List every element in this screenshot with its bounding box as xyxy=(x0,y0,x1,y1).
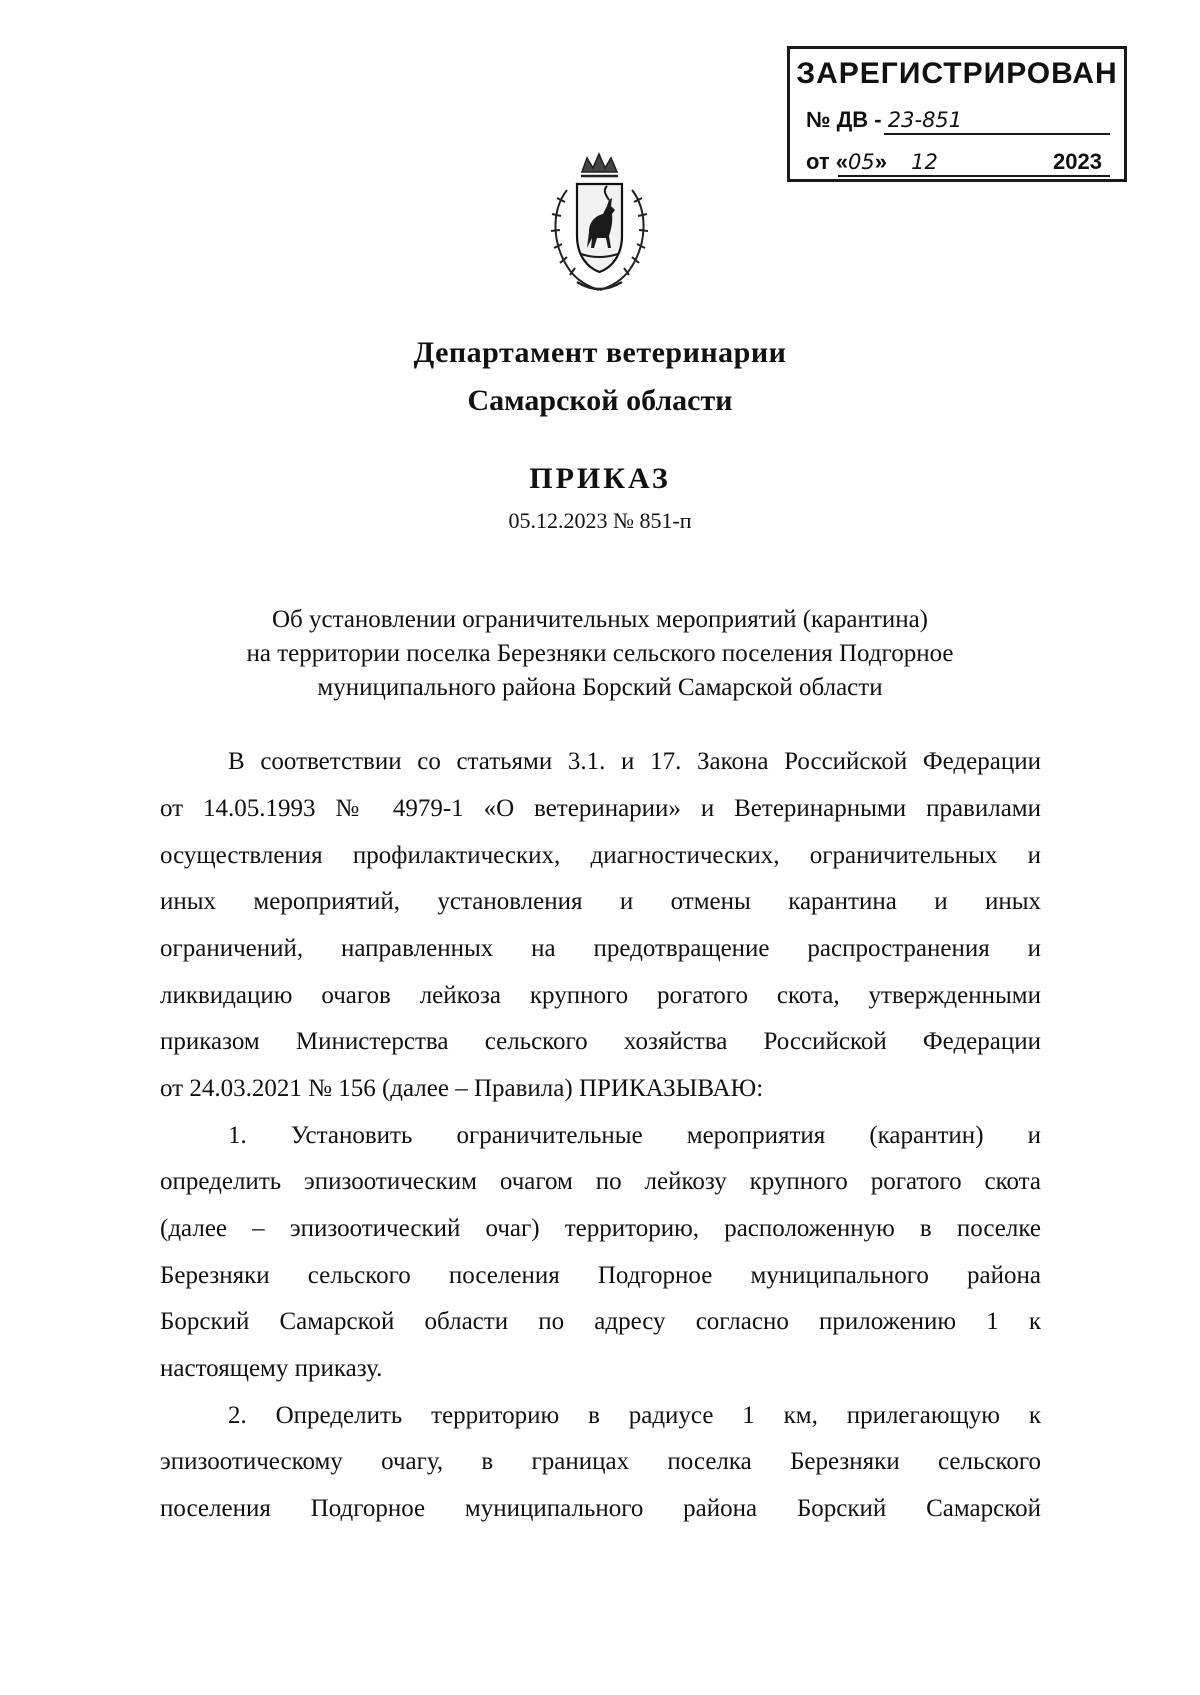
body-line: Борский Самарской области по адресу согласно приложению 1 к xyxy=(160,1308,1041,1335)
body-line: от 14.05.1993 № 4979-1 «О ветеринарии» и Ветеринарными правилами xyxy=(160,795,1041,822)
body-line: осуществления профилактических, диагностических, ограничительных и xyxy=(160,842,1041,869)
body-line: настоящему приказу. xyxy=(160,1355,383,1382)
stamp-number-value: 23-851 xyxy=(887,108,963,132)
department-name: Департамент ветеринарии xyxy=(413,336,787,369)
stamp-date-day: 05 xyxy=(848,150,875,174)
subject-line: на территории поселка Березняки сельского поселения Подгорное xyxy=(246,640,954,667)
stamp-date-label: от « xyxy=(806,149,849,174)
subject-line: муниципального района Борский Самарской области xyxy=(317,674,883,701)
stamp-number-label: № ДВ - xyxy=(806,107,882,132)
stamp-title: ЗАРЕГИСТРИРОВАН xyxy=(796,57,1118,90)
stamp-number-underline xyxy=(884,133,1110,135)
body-line: (далее – эпизоотический очаг) территорию, расположенную в поселке xyxy=(160,1215,1041,1242)
body-line: поселения Подгорное муниципального района Борский Самарской xyxy=(160,1495,1041,1522)
body-line: от 24.03.2021 № 156 (далее – Правила) ПРИКАЗЫВАЮ: xyxy=(160,1075,764,1102)
stamp-date-month: 12 xyxy=(911,150,938,174)
body-line: Березняки сельского поселения Подгорное муниципального района xyxy=(160,1262,1041,1289)
body-line: ограничений, направленных на предотвращение распространения и xyxy=(160,935,1041,962)
body-line: иных мероприятий, установления и отмены карантина и иных xyxy=(160,888,1041,915)
subject-line: Об установлении ограничительных мероприятий (карантина) xyxy=(271,606,929,633)
body-line: определить эпизоотическим очагом по лейкозу крупного рогатого скота xyxy=(160,1168,1041,1195)
body-line: 2. Определить территорию в радиусе 1 км, прилегающую к xyxy=(228,1402,1041,1429)
document-number: 05.12.2023 № 851-п xyxy=(508,508,692,533)
body-line: приказом Министерства сельского хозяйства Российской Федерации xyxy=(160,1028,1041,1055)
stamp-date-row xyxy=(806,149,938,175)
stamp-number-row xyxy=(806,107,962,133)
stamp-date-close: » xyxy=(874,149,887,174)
body-line: ликвидацию очагов лейкоза крупного рогатого скота, утвержденными xyxy=(160,982,1041,1009)
body-line: эпизоотическому очагу, в границах поселка Березняки сельского xyxy=(160,1448,1041,1475)
department-region: Самарской области xyxy=(467,384,733,417)
body-line: 1. Установить ограничительные мероприятия (карантин) и xyxy=(228,1122,1041,1149)
stamp-year: 2023 xyxy=(1053,149,1102,174)
registration-stamp xyxy=(787,46,1127,182)
body-line: В соответствии со статьями 3.1. и 17. Закона Российской Федерации xyxy=(228,748,1041,775)
document-type: ПРИКАЗ xyxy=(529,462,671,495)
samara-coat-of-arms-icon xyxy=(537,150,662,296)
stamp-date-underline xyxy=(838,175,1110,177)
